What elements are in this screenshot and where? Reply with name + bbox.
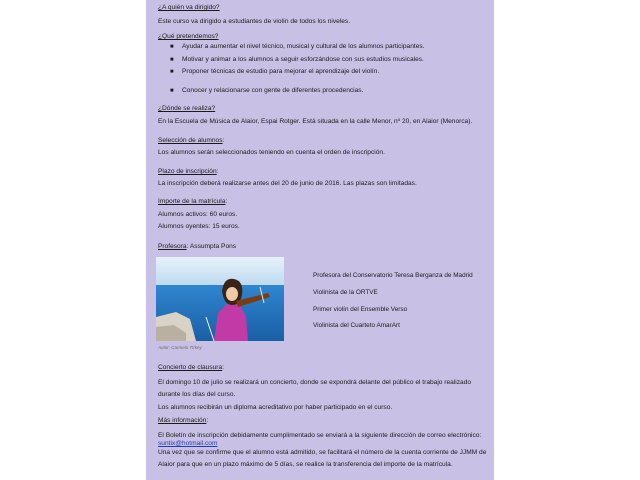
profesora-role: Violinista del Cuarteto AmarArt	[313, 322, 400, 329]
heading-importe-line: Importe de la matrícula:	[158, 198, 228, 205]
text-concierto-1: El domingo 10 de julio se realizará un concierto, donde se expondrá delante del público el trabajo realizado	[158, 379, 472, 386]
violinist-photo	[156, 257, 284, 341]
heading-profesora-line	[158, 243, 236, 251]
text-info-1: El Boletín de inscripción debidamente cumplimentado se enviará a la siguiente dirección de correo electrónico:	[158, 432, 482, 439]
text-info-2: Una vez que se confirme que el alumno está admitido, se facilitará el número de la cuenta corriente de JJMM de	[158, 449, 487, 456]
bullet-icon: ■	[170, 57, 174, 63]
document-page	[146, 0, 494, 480]
bullet-item: ■ Motivar y animar a los alumnos a seguir esforzándose con sus estudios musicales.	[170, 56, 424, 63]
bullet-item: ■ Ayudar a aumentar el nivel técnico, musical y cultural de los alumnos participantes.	[170, 43, 425, 50]
heading-importe: Importe de la matrícula	[158, 198, 226, 205]
text-donde: En la Escuela de Música de Alaior, Espai Rotger. Está situada en la calle Menor, nº 20, en Alaior (Menorca).	[158, 118, 473, 125]
heading-info-line: Más información:	[158, 417, 209, 424]
heading-plazo: Plazo de inscripción	[158, 168, 217, 175]
heading-seleccion: Selección de alumnos	[158, 137, 223, 144]
bullet-item: ■ Proponer técnicas de estudio para mejorar el aprendizaje del violín.	[170, 68, 380, 75]
email-link[interactable]: suntix@hotmail.com	[158, 440, 218, 447]
text-concierto-2: durante los días del curso.	[158, 391, 236, 398]
heading-concierto-line: Concierto de clausura:	[158, 364, 224, 371]
heading-info: Más información	[158, 417, 207, 424]
bullet-icon: ■	[170, 88, 174, 94]
profesora-role: Primer violín del Ensemble Verso	[313, 306, 408, 313]
profesora-role: Violinista de la ORTVE	[313, 289, 378, 296]
heading-donde: ¿Dónde se realiza?	[158, 105, 216, 112]
profesora-name: : Assumpta Pons	[186, 243, 237, 250]
text-importe-activos: Alumnos activos: 60 euros.	[158, 211, 238, 218]
heading-concierto: Concierto de clausura	[158, 364, 223, 371]
heading-quien: ¿A quién va dirigido?	[158, 4, 220, 11]
bullet-item: ■ Conocer y relacionarse con gente de diferentes procedencias.	[170, 87, 364, 94]
text-quien: Este curso va dirigido a estudiantes de violín de todos los niveles.	[158, 18, 351, 25]
bullet-icon: ■	[170, 69, 174, 75]
heading-seleccion-line: Selección de alumnos:	[158, 137, 225, 144]
text-importe-oyentes: Alumnos oyentes: 15 euros.	[158, 223, 240, 230]
text-concierto-3: Los alumnos recibirán un diploma acreditativo por haber participado en el curso.	[158, 404, 393, 411]
bullet-icon: ■	[170, 44, 174, 50]
heading-plazo-line: Plazo de inscripción:	[158, 168, 219, 175]
heading-pretendemos: ¿Qué pretendemos?	[158, 33, 219, 40]
heading-profesora: Profesora	[158, 243, 187, 250]
photo-caption: Autor: Carmelo Tirkey	[158, 345, 202, 350]
profesora-role: Profesora del Conservatorio Teresa Berganza de Madrid	[313, 272, 473, 279]
text-info-3: Alaior para que en un plazo máximo de 5 días, se realice la transferencia del importe de la matrícula.	[158, 461, 453, 468]
text-plazo: La inscripción deberá realizarse antes del 20 de junio de 2016. Las plazas son limitadas.	[158, 180, 417, 187]
text-seleccion: Los alumnos serán seleccionados teniendo en cuenta el orden de inscripción.	[158, 149, 385, 156]
